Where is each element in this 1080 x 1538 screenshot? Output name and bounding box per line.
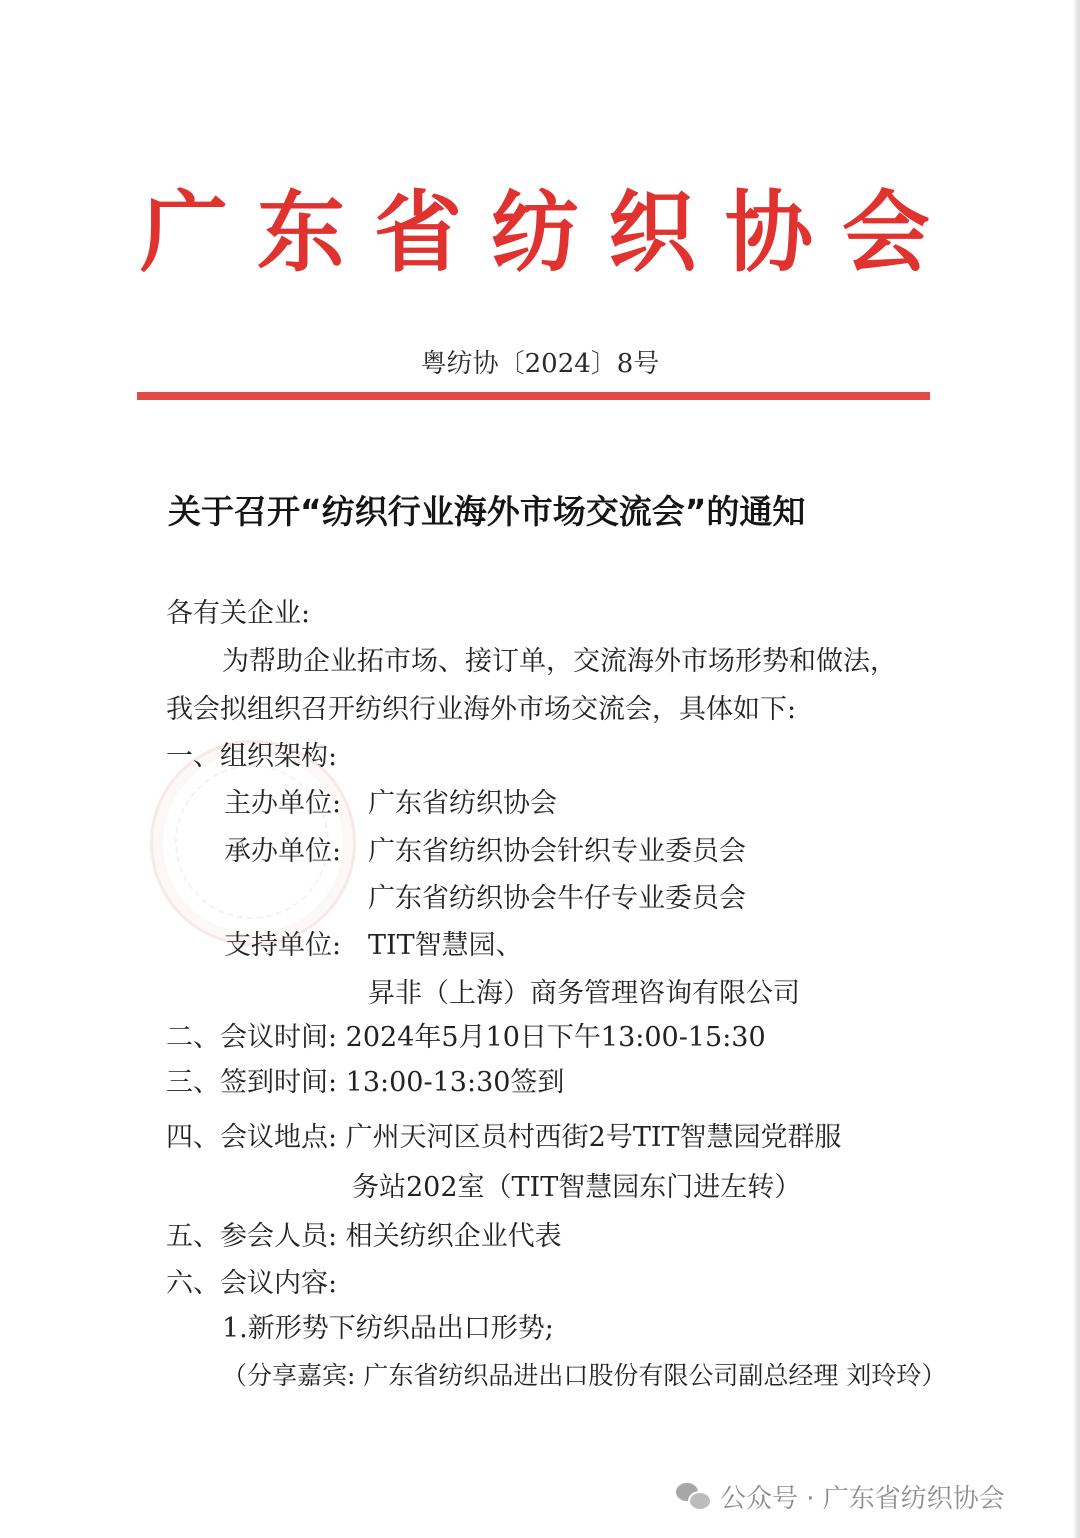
masthead-char: 会 xyxy=(841,181,930,284)
masthead-char: 省 xyxy=(373,181,462,284)
section-4-venue-line-2: 务站202室（TIT智慧园东门进左转） xyxy=(352,1172,802,1203)
masthead-char: 协 xyxy=(724,181,813,284)
section-5-attendees: 五、参会人员: 相关纺织企业代表 xyxy=(166,1221,562,1252)
red-divider-rule xyxy=(137,392,930,400)
section-4-venue-line-1: 四、会议地点: 广州天河区员村西街2号TIT智慧园党群服 xyxy=(166,1122,842,1153)
section-1-heading: 一、组织架构: xyxy=(166,741,338,772)
page-edge xyxy=(1074,0,1080,1538)
masthead-char: 东 xyxy=(256,181,345,284)
document-title: 关于召开“纺织行业海外市场交流会”的通知 xyxy=(168,492,806,531)
masthead-org-name xyxy=(140,178,930,288)
section-6-heading: 六、会议内容: xyxy=(166,1268,338,1299)
intro-paragraph-line-2: 我会拟组织召开纺织行业海外市场交流会，具体如下: xyxy=(166,694,797,725)
document-number: 粤纺协〔2024〕8号 xyxy=(420,349,660,379)
salutation: 各有关企业: xyxy=(166,598,311,629)
wechat-bubble-small xyxy=(688,1491,712,1511)
host-value: 广东省纺织协会 xyxy=(368,788,557,819)
wechat-watermark xyxy=(676,1476,1005,1516)
host-label: 主办单位: xyxy=(224,788,342,819)
support-label: 支持单位: xyxy=(224,930,342,961)
organizer-value-1: 广东省纺织协会针织专业委员会 xyxy=(368,836,746,867)
agenda-item-1-guest: （分享嘉宾: 广东省纺织品进出口股份有限公司副总经理 刘玲玲） xyxy=(222,1361,947,1390)
intro-paragraph-line-1: 为帮助企业拓市场、接订单，交流海外市场形势和做法， xyxy=(222,646,897,677)
support-value-2: 昇非（上海）商务管理咨询有限公司 xyxy=(368,978,800,1009)
agenda-item-1: 1.新形势下纺织品出口形势; xyxy=(222,1313,554,1344)
section-2-meeting-time: 二、会议时间: 2024年5月10日下午13:00-15:30 xyxy=(166,1022,766,1053)
masthead-char: 织 xyxy=(607,181,696,284)
masthead-char: 广 xyxy=(140,181,229,284)
masthead-char: 纺 xyxy=(490,181,579,284)
organizer-value-2: 广东省纺织协会牛仔专业委员会 xyxy=(368,883,746,914)
support-value-1: TIT智慧园、 xyxy=(368,930,523,961)
watermark-text: 公众号 · 广东省纺织协会 xyxy=(720,1483,1005,1514)
section-3-checkin-time: 三、签到时间: 13:00-13:30签到 xyxy=(166,1067,565,1098)
wechat-icon xyxy=(676,1481,710,1511)
organizer-label: 承办单位: xyxy=(224,836,342,867)
